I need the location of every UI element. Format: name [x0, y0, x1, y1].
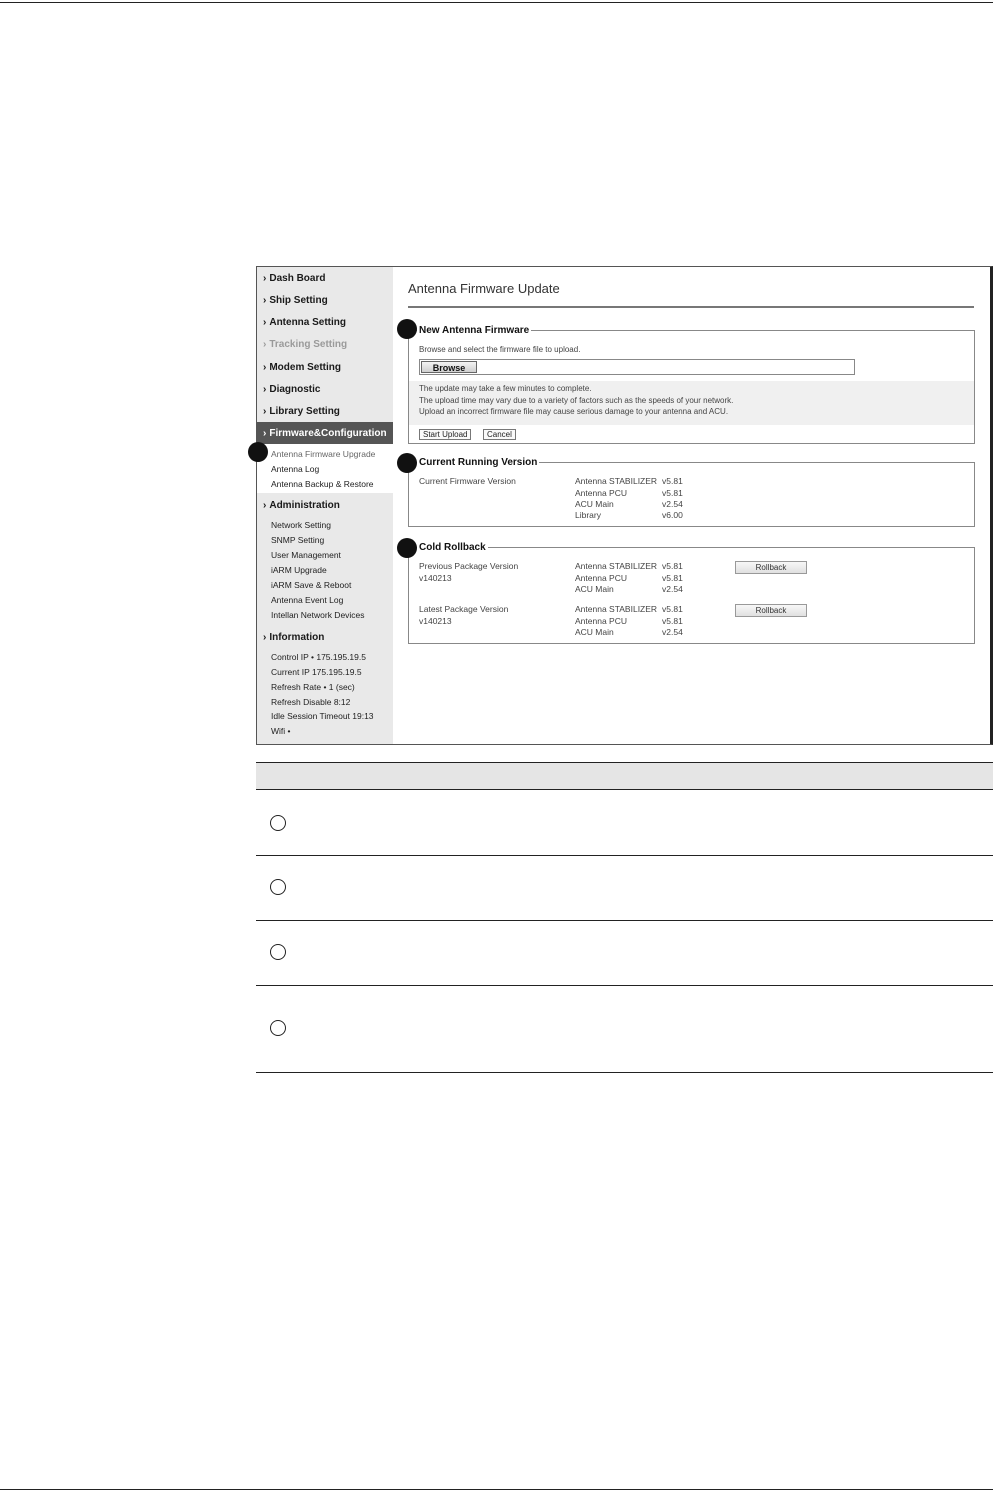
cold-rollback-legend: Cold Rollback	[419, 542, 486, 553]
note-line: Upload an incorrect firmware file may cause serious damage to your antenna and ACU.	[419, 407, 729, 416]
info-control-ip: Control IP • 175.195.19.5	[271, 652, 366, 662]
sub-iarm-save-reboot[interactable]: iARM Save & Reboot	[271, 580, 352, 590]
main-panel	[393, 267, 990, 744]
component-version: v2.54	[662, 584, 683, 594]
sidebar	[257, 267, 393, 744]
cold-rollback-section	[408, 542, 975, 644]
nav-firmware-configuration[interactable]: › Firmware&Configuration	[257, 422, 393, 444]
start-upload-button[interactable]: Start Upload	[419, 429, 471, 440]
previous-package-version: v140213	[419, 573, 452, 583]
callout-marker	[397, 538, 417, 558]
chevron-right-icon: ›	[263, 361, 267, 373]
nav-antenna-setting[interactable]: › Antenna Setting	[263, 316, 347, 328]
rollback-latest-button[interactable]: Rollback	[735, 604, 807, 617]
page-title: Antenna Firmware Update	[408, 281, 560, 296]
current-version-legend: Current Running Version	[419, 457, 538, 468]
title-rule	[408, 306, 974, 308]
chevron-right-icon: ›	[263, 383, 267, 395]
table-row	[256, 790, 993, 856]
latest-package-version: v140213	[419, 616, 452, 626]
top-rule	[0, 2, 993, 3]
info-wifi: Wifi •	[271, 726, 291, 736]
latest-package-label: Latest Package Version	[419, 604, 509, 614]
number-circle-icon	[270, 879, 286, 895]
screenshot-frame	[256, 266, 993, 745]
table-row	[256, 856, 993, 921]
sub-intellan-network-devices[interactable]: Intellan Network Devices	[271, 610, 365, 620]
component-name: ACU Main	[575, 584, 614, 594]
component-name: Library	[575, 510, 601, 520]
number-circle-icon	[270, 815, 286, 831]
sub-snmp-setting[interactable]: SNMP Setting	[271, 535, 325, 545]
info-current-ip: Current IP 175.195.19.5	[271, 667, 362, 677]
component-name: Antenna STABILIZER	[575, 561, 658, 571]
chevron-right-icon: ›	[263, 405, 267, 417]
component-name: Antenna STABILIZER	[575, 476, 658, 486]
sub-antenna-event-log[interactable]: Antenna Event Log	[271, 595, 344, 605]
sub-antenna-backup-restore[interactable]: Antenna Backup & Restore	[271, 479, 374, 489]
new-firmware-section	[408, 325, 975, 444]
information-panel	[257, 648, 393, 744]
component-name: ACU Main	[575, 627, 614, 637]
chevron-right-icon: ›	[263, 631, 267, 643]
nav-diagnostic[interactable]: › Diagnostic	[263, 383, 321, 395]
component-version: v5.81	[662, 561, 683, 571]
chevron-right-icon: ›	[263, 294, 267, 306]
cancel-button[interactable]: Cancel	[483, 429, 516, 440]
sub-antenna-firmware-upgrade[interactable]: Antenna Firmware Upgrade	[271, 449, 376, 459]
bottom-rule	[0, 1489, 993, 1490]
nav-tracking-setting[interactable]: › Tracking Setting	[263, 338, 348, 350]
firmware-instruction: Browse and select the firmware file to upload.	[419, 345, 581, 354]
chevron-right-icon: ›	[263, 316, 267, 328]
chevron-right-icon: ›	[263, 499, 267, 511]
table-row	[256, 986, 993, 1073]
chevron-right-icon: ›	[263, 427, 267, 439]
sub-iarm-upgrade[interactable]: iARM Upgrade	[271, 565, 327, 575]
browse-button[interactable]: Browse	[421, 361, 477, 373]
component-name: Antenna PCU	[575, 616, 627, 626]
table-header	[256, 762, 993, 790]
component-name: ACU Main	[575, 499, 614, 509]
file-input[interactable]	[419, 359, 855, 375]
component-version: v5.81	[662, 476, 683, 486]
rollback-previous-button[interactable]: Rollback	[735, 561, 807, 574]
sub-antenna-log[interactable]: Antenna Log	[271, 464, 320, 474]
firmware-submenu	[257, 444, 393, 493]
nav-modem-setting[interactable]: › Modem Setting	[263, 361, 342, 373]
current-version-section	[408, 457, 975, 527]
info-refresh-rate: Refresh Rate • 1 (sec)	[271, 682, 355, 692]
update-notes	[409, 381, 974, 425]
component-version: v5.81	[662, 488, 683, 498]
table-row	[256, 921, 993, 986]
info-refresh-disable: Refresh Disable 8:12	[271, 697, 351, 707]
component-name: Antenna STABILIZER	[575, 604, 658, 614]
nav-dash-board[interactable]: › Dash Board	[263, 272, 326, 284]
note-line: The upload time may vary due to a variety of factors such as the speeds of your network.	[419, 396, 734, 405]
sub-user-management[interactable]: User Management	[271, 550, 341, 560]
sub-network-setting[interactable]: Network Setting	[271, 520, 331, 530]
component-version: v5.81	[662, 604, 683, 614]
administration-submenu	[257, 516, 393, 626]
nav-library-setting[interactable]: › Library Setting	[263, 405, 340, 417]
number-circle-icon	[270, 1020, 286, 1036]
component-version: v2.54	[662, 627, 683, 637]
chevron-right-icon: ›	[263, 338, 267, 350]
chevron-right-icon: ›	[263, 272, 267, 284]
component-name: Antenna PCU	[575, 573, 627, 583]
callout-marker	[397, 453, 417, 473]
new-firmware-legend: New Antenna Firmware	[419, 325, 530, 336]
component-name: Antenna PCU	[575, 488, 627, 498]
callout-marker	[248, 442, 268, 462]
previous-package-label: Previous Package Version	[419, 561, 519, 571]
component-version: v5.81	[662, 573, 683, 583]
component-version: v5.81	[662, 616, 683, 626]
number-circle-icon	[270, 944, 286, 960]
nav-ship-setting[interactable]: › Ship Setting	[263, 294, 328, 306]
component-version: v2.54	[662, 499, 683, 509]
component-version: v6.00	[662, 510, 683, 520]
nav-administration[interactable]: › Administration	[263, 499, 340, 511]
current-firmware-label: Current Firmware Version	[419, 476, 516, 486]
callout-marker	[397, 319, 417, 339]
info-idle-session-timeout: Idle Session Timeout 19:13	[271, 711, 374, 721]
note-line: The update may take a few minutes to complete.	[419, 384, 592, 393]
nav-information[interactable]: › Information	[263, 631, 325, 643]
